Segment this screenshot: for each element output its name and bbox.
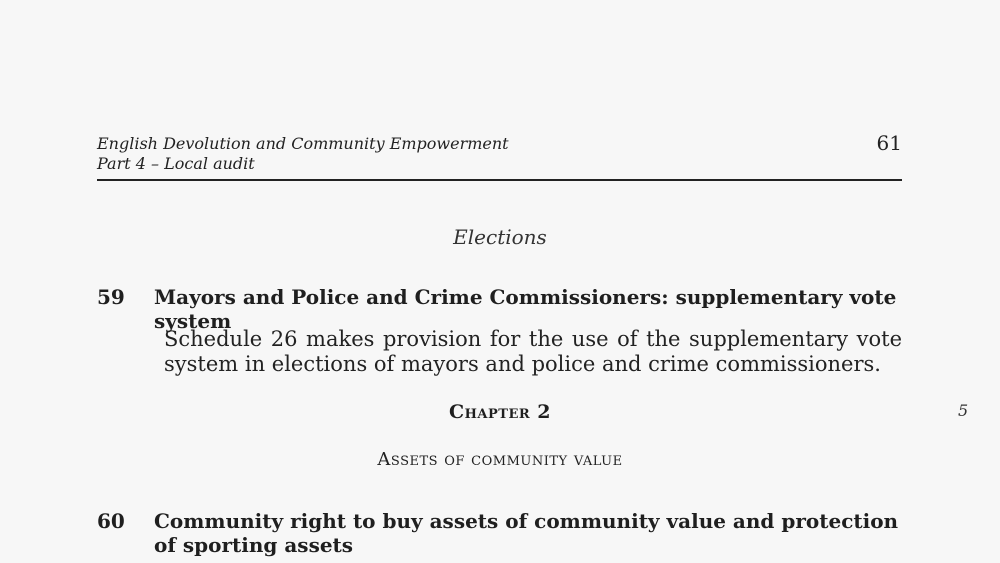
section-number: 59 <box>97 285 125 309</box>
elections-heading: Elections <box>453 225 547 249</box>
chapter-heading: Chapter 2 <box>449 401 551 423</box>
part-title: Part 4 – Local audit <box>97 154 255 173</box>
section-number: 60 <box>97 509 125 533</box>
chapter-subtitle: Assets of community value <box>377 449 623 470</box>
section-title: Mayors and Police and Crime Commissioners: supplementary vote system <box>154 285 897 333</box>
running-header <box>97 132 902 181</box>
margin-line-number: 5 <box>958 401 969 420</box>
document-title: English Devolution and Community Empowerment <box>97 134 509 153</box>
page-number: 61 <box>876 131 902 155</box>
section-body: Schedule 26 makes provision for the use of the supplementary vote system in elections of mayors and police and crime commissioners. <box>164 327 902 376</box>
section-title: Community right to buy assets of community value and protection of sporting assets <box>154 509 899 557</box>
